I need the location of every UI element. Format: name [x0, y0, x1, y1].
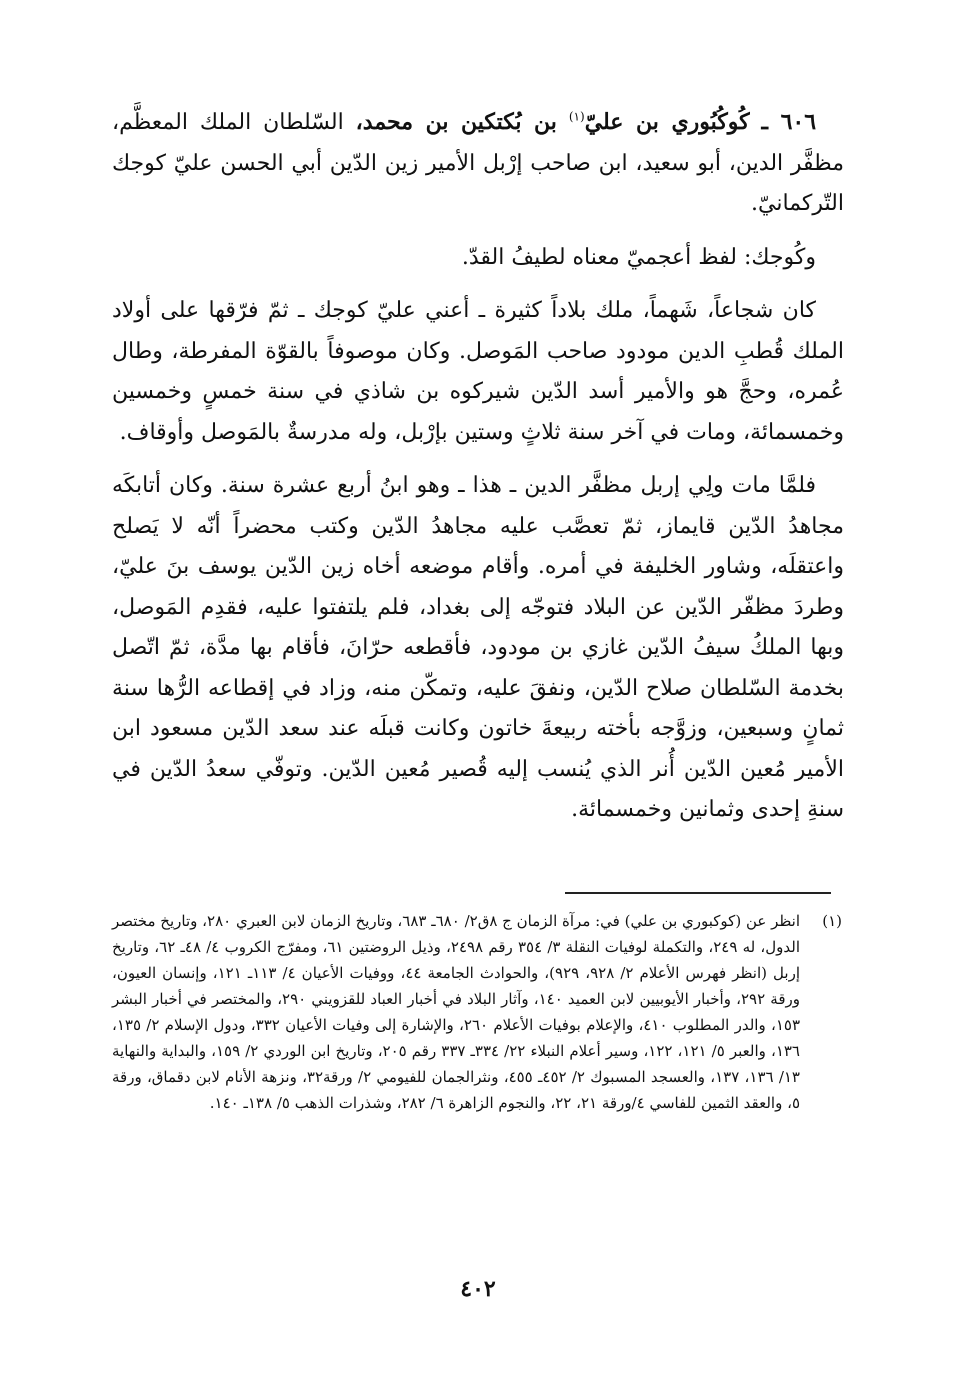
entry-name-continued: بن بُكتكين بن محمد، — [355, 109, 557, 135]
paragraph: فلمَّا مات ولِي إربل مظفَّر الدين ـ هذا ـ وهو ابنُ أربع عشرة سنة. وكان أتابكَه مجاهدُ الدّين قايماز، ثمّ تعصَّب عليه مجاهدُ الدّين وكتب محضراً أنّه لا يَصلح واعتقلَه، وشاور الخليفة في أمره. وأقام موضعه أخاه زين الدّين يوسف بنَ عليّ، وطردَ مظفّر الدّين عن البلاد فتوجّه إلى بغداد، فلم يلتفتوا عليه، فقدِم المَوصل، وبها الملكُ سيفُ الدّين غازي بن مودود، فأقطعه حرّانَ، فأقام بها مدَّة، ثمّ اتّصل بخدمة السّلطان صلاح الدّين، ونفقَ عليه، وتمكّن منه، وزاد في إقطاعه الرُّها سنة ثمانٍ وسبعين، وزوَّجه بأخته ربيعةَ خاتون وكانت قبلَه عند سعد الدّين مسعود ابن الأمير مُعين الدّين أُنر الذي يُنسب إليه قُصير مُعين الدّين. وتوفّي سعدُ الدّين في سنةِ إحدى وثمانين وخمسمائة. — [112, 473, 844, 822]
footnote-number: (١) — [822, 912, 842, 930]
paragraph: وكُوجك: لفظ أعجميّ معناه لطيفُ القدّ. — [461, 244, 816, 270]
entry-name: كُوكُبُوري بن عليّ — [584, 109, 750, 135]
entry-intro-paragraph — [112, 102, 844, 225]
footnote-text: انظر عن (كوكبوري بن علي) في: مرآة الزمان ج ٨ق٢/ ٦٨٠ـ ٦٨٣، وتاريخ الزمان لابن العبري ٢٨٠، وتاريخ مختصر الدول، له ٢٤٩، والتكملة لوفيات النقلة ٣/ ٣٥٤ رقم ٢٤٩٨، وذيل الروضتين ٦١، ومفرّج الكروب ٤/ ٤٨ـ ٦٢، وتاريخ إربل (انظر فهرس الأعلام ٢/ ٩٢٨، ٩٢٩)، والحوادث الجامعة ٤٤، ووفيات الأعيان ٤/ ١١٣ـ ١٢١، وإنسان العيون، ورقة ٢٩٢، وأخبار الأيوبيين لابن العميد ١٤٠، وآثار البلاد في أخبار العباد للقزويني ٢٩٠، والمختصر في أخبار البشر ١٥٣، والدر المطلوب ٤١٠، والإعلام بوفيات الأعلام ٢٦٠، والإشارة إلى وفيات الأعيان ٣٣٢، ودول الإسلام ٢/ ١٣٥، ١٣٦، والعبر ٥/ ١٢١، ١٢٢، وسير أعلام النبلاء ٢٢/ ٣٣٤ـ ٣٣٧ رقم ٢٠٥، وتاريخ ابن الوردي ٢/ ١٥٩، والبداية والنهاية ١٣/ ١٣٦، ١٣٧، والعسجد المسبوك ٢/ ٤٥٢ـ ٤٥٥، ونثرالجمان للفيومي ٢/ ورقة٣٢، ونزهة الأنام لابن دقماق، ورقة ٥، والعقد الثمين للفاسي ٤/ورقة ٢١، ٢٢، والنجوم الزاهرة ٦/ ٢٨٢، وشذرات الذهب ٥/ ١٣٨ـ ١٤٠. — [112, 912, 801, 1112]
footnote-reference[interactable]: (١) — [568, 109, 585, 124]
paragraph: كان شجاعاً، شَهماً، ملك بلاداً كثيرة ـ أعني عليّ كوجك ـ ثمّ فرّقها على أولاد الملك قُطبِ الدين مودود صاحب المَوصل. وكان موصوفاً بالقوّة المفرطة، وطال عُمره، وحجَّ هو والأمير أسد الدّين شيركوه بن شاذي في سنة خمسٍ وخمسين وخمسمائة، ومات في آخر سنة ثلاثٍ وستين بإرْبل، وله مدرسةٌ بالمَوصل وأوقاف. — [112, 298, 844, 445]
page-number: ٤٠٢ — [460, 1276, 496, 1302]
footnote — [112, 908, 842, 1116]
entry-intro-rest: السّلطان الملك المعظَّم، مظفَّر الدين، أبو سعيد، ابن صاحب إرْبل الأمير زين الدّين أبي الحسن عليّ كوجك التّركمانيّ. — [112, 110, 844, 216]
entry-number: ٦٠٦ ـ — [761, 109, 817, 135]
footnote-separator — [565, 892, 831, 894]
main-text — [112, 102, 844, 831]
